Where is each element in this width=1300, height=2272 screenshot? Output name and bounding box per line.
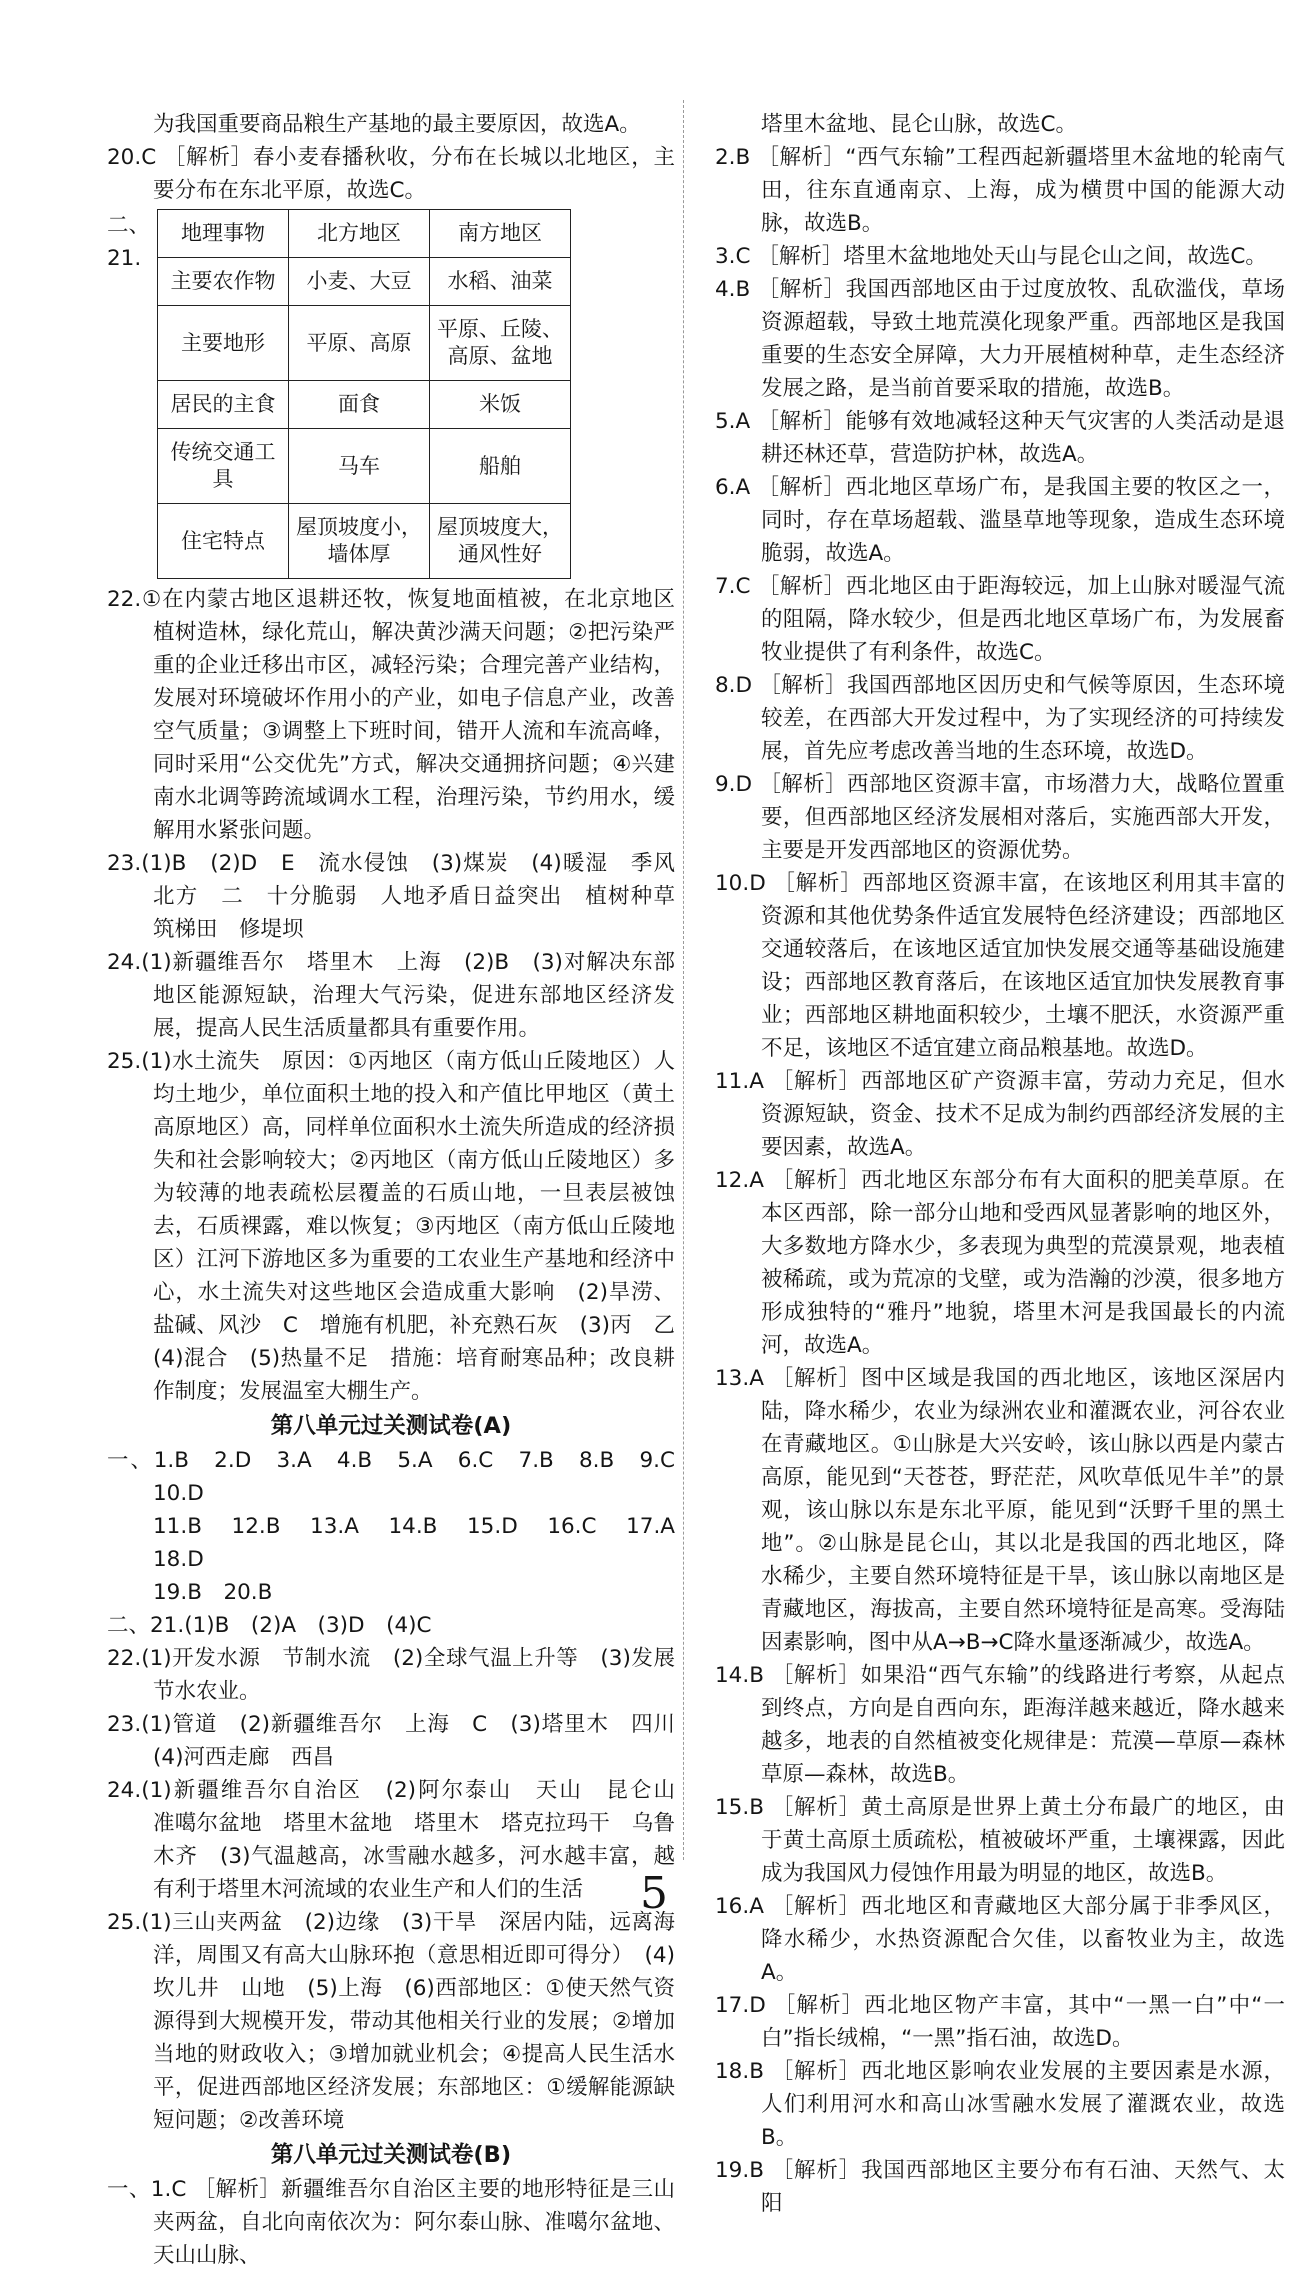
answer-line: 一、1.C ［解析］新疆维吾尔自治区主要的地形特征是三山夹两盆，自北向南依次为：阿尔泰山脉、准噶尔盆地、天山山脉、 <box>107 2177 675 2268</box>
table-cell: 住宅特点 <box>158 504 289 579</box>
answer-line: 为我国重要商品粮生产基地的最主要原因，故选A。 <box>153 112 641 137</box>
answer-item: 5.A ［解析］能够有效地减轻这种天气灾害的人类活动是退耕还林还草，营造防护林，故选A。 <box>715 409 1285 467</box>
table-cell: 面食 <box>289 381 430 429</box>
table-cell: 屋顶坡度大，通风性好 <box>430 504 571 579</box>
answer-line: 24.(1)新疆维吾尔自治区 (2)阿尔泰山 天山 昆仑山 准噶尔盆地 塔里木盆地 塔里木 塔克拉玛干 乌鲁木齐 (3)气温越高，冰雪融水越多，河水越丰富，越有利于塔里木河流域的农业生产和人们的生活 <box>107 1778 697 1902</box>
table-cell: 水稻、油菜 <box>430 258 571 306</box>
answer-item: 4.B ［解析］我国西部地区由于过度放牧、乱砍滥伐，草场资源超载，导致土地荒漠化现象严重。西部地区是我国重要的生态安全屏障，大力开展植树种草，走生态经济发展之路，是当前首要采取的措施，故选B。 <box>715 277 1285 401</box>
answer-22: 22.①在内蒙古地区退耕还牧，恢复地面植被，在北京地区植树造林，绿化荒山，解决黄沙满天问题；②把污染严重的企业迁移出市区，减轻污染；合理完善产业结构，发展对环境破坏作用小的产业，如电子信息产业，改善空气质量；③调整上下班时间，错开人流和车流高峰，同时采用“公交优先”方式，解决交通拥挤问题；④兴建南水北调等跨流域调水工程，治理污染，节约用水，缓解用水紧张问题。 <box>107 587 675 843</box>
answer-21-label: 二、21. <box>107 213 151 271</box>
answer-line: 22.(1)开发水源 节制水流 (2)全球气温上升等 (3)发展节水农业。 <box>107 1646 675 1704</box>
page-number: 5 <box>640 1868 668 1919</box>
answer-item: 3.C ［解析］塔里木盆地地处天山与昆仑山之间，故选C。 <box>715 244 1267 269</box>
answer-line: 二、21.(1)B (2)A (3)D (4)C <box>107 1613 432 1638</box>
table-cell: 主要地形 <box>158 306 289 381</box>
answer-item: 9.D ［解析］西部地区资源丰富，市场潜力大，战略位置重要，但西部地区经济发展相对落后，实施西部大开发，主要是开发西部地区的资源优势。 <box>715 772 1285 863</box>
column-divider <box>683 100 684 1860</box>
answer-21 <box>107 209 675 579</box>
answer-item: 12.A ［解析］西北地区东部分布有大面积的肥美草原。在本区西部，除一部分山地和受西风显著影响的地区外，大多数地方降水少，多表现为典型的荒漠景观，地表植被稀疏，或为荒凉的戈壁，或为浩瀚的沙漠，很多地方形成独特的“雅丹”地貌，塔里木河是我国最长的内流河，故选A。 <box>715 1168 1285 1358</box>
answer-item: 14.B ［解析］如果沿“西气东输”的线路进行考察，从起点到终点，方向是自西向东，距海洋越来越近，降水越来越多，地表的自然植被变化规律是：荒漠—草原—森林草原—森林，故选B。 <box>715 1663 1285 1787</box>
answer-item: 11.A ［解析］西部地区矿产资源丰富，劳动力充足，但水资源短缺，资金、技术不足成为制约西部经济发展的主要因素，故选A。 <box>715 1069 1285 1160</box>
table-row <box>158 258 571 306</box>
answer-line: 25.(1)三山夹两盆 (2)边缘 (3)干旱 深居内陆，远离海洋，周围又有高大山脉环抱（意思相近即可得分） (4)坎儿井 山地 (5)上海 (6)西部地区：①使天然气资源得到大规模开发，带动其他相关行业的发展；②增加当地的财政收入；③增加就业机会；④提高人民生活水平，促进西部地区经济发展；东部地区：①缓解能源缺短问题；②改善环境 <box>107 1910 675 2133</box>
table-row <box>158 210 571 258</box>
table-cell: 传统交通工具 <box>158 429 289 504</box>
table-cell: 居民的主食 <box>158 381 289 429</box>
answer-line: 19.B 20.B <box>153 1580 273 1605</box>
answer-item: 7.C ［解析］西北地区由于距海较远，加上山脉对暖湿气流的阻隔，降水较少，但是西北地区草场广布，为发展畜牧业提供了有利条件，故选C。 <box>715 574 1285 665</box>
table-cell: 马车 <box>289 429 430 504</box>
answer-line: 塔里木盆地、昆仑山脉，故选C。 <box>761 112 1078 137</box>
answer-line: 一、1.B 2.D 3.A 4.B 5.A 6.C 7.B 8.B 9.C 10.D <box>107 1448 697 1506</box>
table-cell: 地理事物 <box>158 210 289 258</box>
comparison-table <box>157 209 571 579</box>
answer-20: 20.C ［解析］春小麦春播秋收，分布在长城以北地区，主要分布在东北平原，故选C。 <box>107 145 675 203</box>
answer-25: 25.(1)水土流失 原因：①丙地区（南方低山丘陵地区）人均土地少，单位面积土地的投入和产值比甲地区（黄土高原地区）高，同样单位面积水土流失所造成的经济损失和社会影响较大；②丙地区（南方低山丘陵地区）多为较薄的地表疏松层覆盖的石质山地，一旦表层被蚀去，石质裸露，难以恢复；③丙地区（南方低山丘陵地区）江河下游地区多为重要的工农业生产基地和经济中心，水土流失对这些地区会造成重大影响 (2)旱涝、盐碱、风沙 C 增施有机肥，补充熟石灰 (3)丙 乙 (4)混合 (5)热量不足 措施：培育耐寒品种；改良耕作制度；发展温室大棚生产。 <box>107 1049 697 1404</box>
right-column <box>715 108 1285 2220</box>
answer-23: 23.(1)B (2)D E 流水侵蚀 (3)煤炭 (4)暖湿 季风 北方 二 十分脆弱 人地矛盾日益突出 植树种草 筑梯田 修堤坝 <box>107 851 697 942</box>
table-cell: 北方地区 <box>289 210 430 258</box>
answer-item: 18.B ［解析］西北地区影响农业发展的主要因素是水源，人们利用河水和高山冰雪融水发展了灌溉农业，故选B。 <box>715 2059 1285 2150</box>
answer-item: 10.D ［解析］西部地区资源丰富，在该地区利用其丰富的资源和其他优势条件适宜发展特色经济建设；西部地区交通较落后，在该地区适宜加快发展交通等基础设施建设；西部地区教育落后，在该地区适宜加快发展教育事业；西部地区耕地面积较少，土壤不肥沃，水资源严重不足，该地区不适宜建立商品粮基地。故选D。 <box>715 871 1285 1061</box>
table-cell: 南方地区 <box>430 210 571 258</box>
answer-item: 13.A ［解析］图中区域是我国的西北地区，该地区深居内陆，降水稀少，农业为绿洲农业和灌溉农业，河谷农业在青藏地区。①山脉是大兴安岭，该山脉以西是内蒙古高原，能见到“天苍苍，野茫茫，风吹草低见牛羊”的景观，该山脉以东是东北平原，能见到“沃野千里的黑土地”。②山脉是昆仑山，其以北是我国的西北地区，降水稀少，主要自然环境特征是干旱，该山脉以南地区是青藏地区，海拔高，主要自然环境特征是高寒。受海陆因素影响，图中从A→B→C降水量逐渐减少，故选A。 <box>715 1366 1285 1655</box>
answer-item: 15.B ［解析］黄土高原是世界上黄土分布最广的地区，由于黄土高原土质疏松，植被破坏严重，土壤裸露，因此成为我国风力侵蚀作用最为明显的地区，故选B。 <box>715 1795 1285 1886</box>
section-heading-a: 第八单元过关测试卷(A) <box>270 1413 512 1439</box>
answer-item: 17.D ［解析］西北地区物产丰富，其中“一黑一白”中“一白”指长绒棉，“一黑”指石油，故选D。 <box>715 1993 1285 2051</box>
answer-item: 16.A ［解析］西北地区和青藏地区大部分属于非季风区，降水稀少，水热资源配合欠佳，以畜牧业为主，故选A。 <box>715 1894 1285 1985</box>
table-cell: 米饭 <box>430 381 571 429</box>
table-row <box>158 504 571 579</box>
table-cell: 主要农作物 <box>158 258 289 306</box>
answer-item: 19.B ［解析］我国西部地区主要分布有石油、天然气、太阳 <box>715 2158 1285 2216</box>
table-row <box>158 429 571 504</box>
table-cell: 平原、高原 <box>289 306 430 381</box>
table-cell: 屋顶坡度小，墙体厚 <box>289 504 430 579</box>
table-cell: 小麦、大豆 <box>289 258 430 306</box>
table-cell: 船舶 <box>430 429 571 504</box>
section-heading-b: 第八单元过关测试卷(B) <box>270 2142 512 2168</box>
answer-line: 23.(1)管道 (2)新疆维吾尔 上海 C (3)塔里木 四川 (4)河西走廊 西昌 <box>107 1712 697 1770</box>
table-row <box>158 306 571 381</box>
answer-item: 8.D ［解析］我国西部地区因历史和气候等原因，生态环境较差，在西部大开发过程中，为了实现经济的可持续发展，首先应考虑改善当地的生态环境，故选D。 <box>715 673 1285 764</box>
answer-line: 11.B 12.B 13.A 14.B 15.D 16.C 17.A 18.D <box>153 1514 697 1572</box>
answer-24: 24.(1)新疆维吾尔 塔里木 上海 (2)B (3)对解决东部地区能源短缺，治理大气污染，促进东部地区经济发展，提高人民生活质量都具有重要作用。 <box>107 950 675 1041</box>
answer-item: 2.B ［解析］“西气东输”工程西起新疆塔里木盆地的轮南气田，往东直通南京、上海，成为横贯中国的能源大动脉，故选B。 <box>715 145 1285 236</box>
left-column <box>107 108 697 2272</box>
table-row <box>158 381 571 429</box>
answer-item: 6.A ［解析］西北地区草场广布，是我国主要的牧区之一，同时，存在草场超载、滥垦草地等现象，造成生态环境脆弱，故选A。 <box>715 475 1285 566</box>
table-cell: 平原、丘陵、高原、盆地 <box>430 306 571 381</box>
